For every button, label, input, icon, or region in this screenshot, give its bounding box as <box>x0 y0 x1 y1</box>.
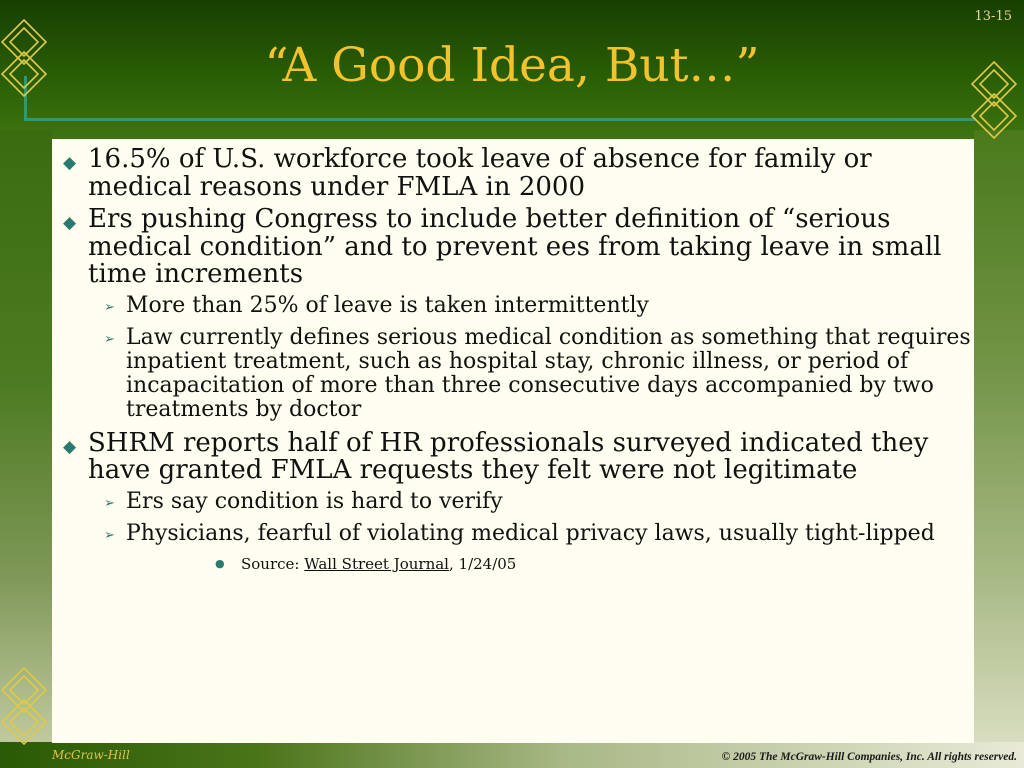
diamond-bullet-icon: ◆ <box>63 213 77 233</box>
dot-bullet-icon: ● <box>215 556 225 570</box>
bullet-item <box>60 146 972 201</box>
diamond-bullet-icon: ◆ <box>63 436 77 457</box>
diamond-bullet-icon: ◆ <box>63 153 77 173</box>
sub-bullet-text: More than 25% of leave is taken intermittently <box>126 292 649 318</box>
arrowhead-bullet-icon: ➢ <box>104 299 115 315</box>
sub-bullet-text: Ers say condition is hard to verify <box>126 488 503 514</box>
arrowhead-bullet-icon: ➢ <box>104 527 115 543</box>
sub-bullet-text: Law currently defines serious medical condition as something that requires inpatient treatment, such as hospital stay, chronic illness, or period of incapacitation of more than three consecutive days accompanied by two treatments by doctor <box>126 324 971 422</box>
title-rule <box>24 118 976 121</box>
sub-bullet-item <box>60 490 972 514</box>
sub-bullet-item <box>60 326 972 422</box>
bullet-text: SHRM reports half of HR professionals surveyed indicated they have granted FMLA requests they felt were not legitimate <box>88 427 929 485</box>
bullet-text: 16.5% of U.S. workforce took leave of absence for family or medical reasons under FMLA in 2000 <box>88 144 872 202</box>
bullet-text: Ers pushing Congress to include better definition of “serious medical condition” and to prevent ees from taking leave in small time increments <box>88 204 942 289</box>
arrowhead-bullet-icon: ➢ <box>104 495 115 511</box>
bullet-item <box>60 427 972 485</box>
sub-bullet-text: Physicians, fearful of violating medical privacy laws, usually tight-lipped <box>126 520 935 546</box>
source-date: , 1/24/05 <box>448 554 517 573</box>
right-band <box>974 130 1024 768</box>
slide-number: 13-15 <box>974 9 1012 24</box>
source-publication: Wall Street Journal <box>304 554 449 573</box>
bullet-list <box>60 146 972 574</box>
sub-bullet-item <box>60 294 972 318</box>
arrowhead-bullet-icon: ➢ <box>104 331 115 347</box>
diamond-ornament-icon <box>0 666 52 748</box>
sub-bullet-item <box>60 522 972 546</box>
bullet-item <box>60 206 972 289</box>
slide-title: “A Good Idea, But…” <box>264 38 760 93</box>
footer-copyright: © 2005 The McGraw-Hill Companies, Inc. All rights reserved. <box>721 751 1017 763</box>
footer-publisher: McGraw-Hill <box>52 748 130 762</box>
source-line <box>60 554 972 574</box>
source-label: Source: <box>241 554 305 573</box>
